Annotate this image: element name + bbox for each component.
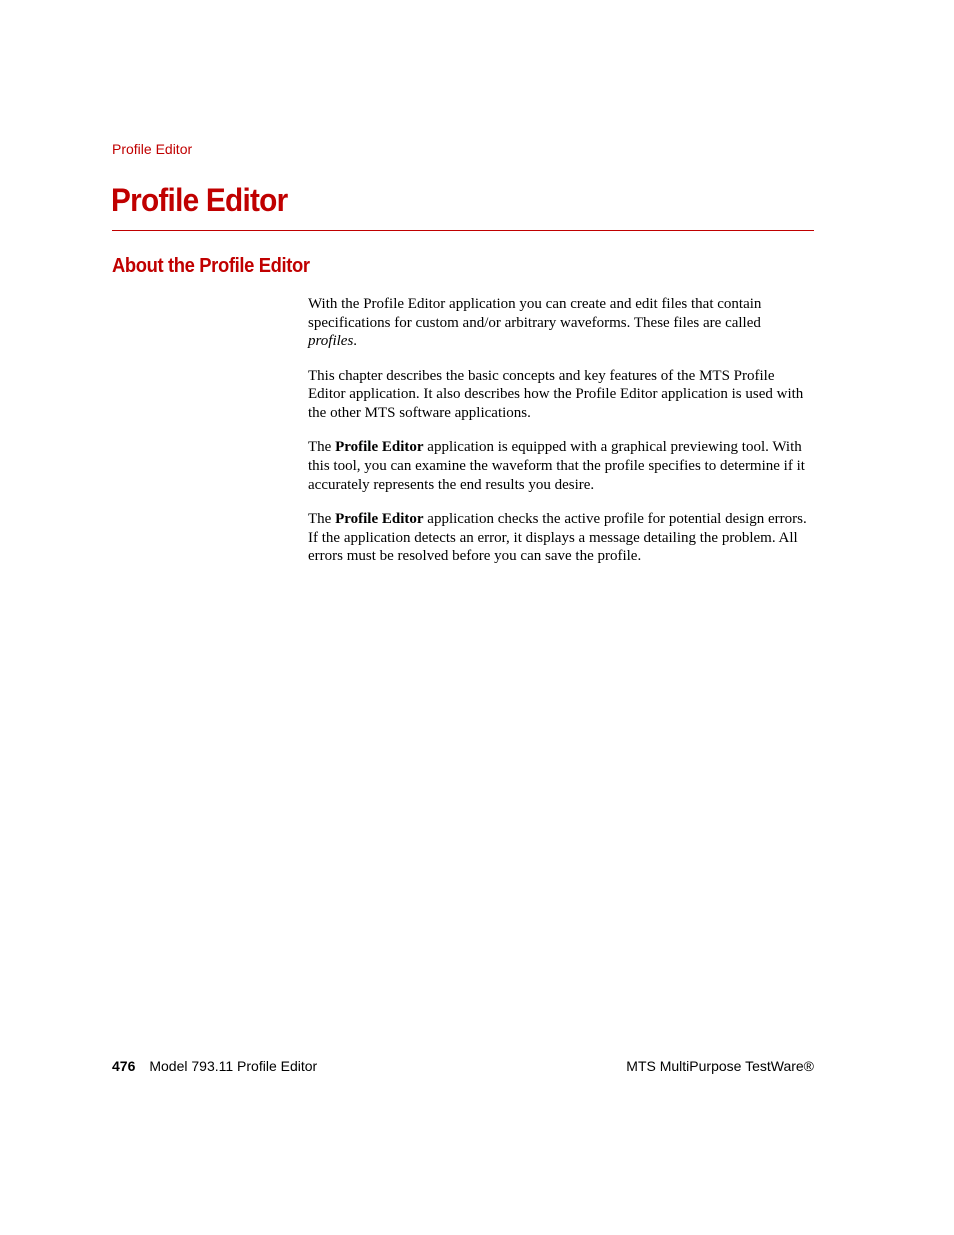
- paragraph-overview: This chapter describes the basic concepts and key features of the MTS Profile Editor application. It also describes how the Profile Editor application is used with the other MTS software applications.: [308, 367, 804, 422]
- title-divider: [112, 230, 814, 231]
- italic-term: profiles: [308, 333, 354, 350]
- footer-product-name: MTS MultiPurpose TestWare®: [626, 1058, 814, 1074]
- running-head: Profile Editor: [112, 141, 193, 157]
- footer-manual-title: Model 793.11 Profile Editor: [149, 1058, 318, 1074]
- paragraph-text: application checks the active profile for potential design errors. If the application detects an error, it displays a message detailing the problem. All errors must be resolved before you can save the profile.: [308, 510, 807, 565]
- paragraph-text: With the Profile Editor application you can create and edit files that contain specifications for custom and/or arbitrary waveforms. These files are called: [308, 296, 762, 331]
- paragraph-text: application is equipped with a graphical previewing tool. With this tool, you can examine the waveform that the profile specifies to determine if it accurately represents the end results you desire.: [308, 439, 805, 493]
- page-number: 476: [112, 1058, 136, 1074]
- paragraph-intro: [308, 295, 808, 351]
- chapter-title: Profile Editor: [111, 182, 288, 218]
- section-title: About the Profile Editor: [112, 255, 310, 277]
- bold-term: Profile Editor: [335, 439, 424, 456]
- paragraph-preview-tool: [308, 438, 808, 494]
- paragraph-text: The: [308, 510, 336, 527]
- page-footer: [112, 1058, 814, 1074]
- paragraph-text: .: [353, 333, 358, 350]
- paragraph-text: The: [308, 439, 336, 456]
- paragraph-error-check: [308, 510, 808, 566]
- bold-term: Profile Editor: [335, 510, 424, 527]
- section-body: [308, 295, 808, 581]
